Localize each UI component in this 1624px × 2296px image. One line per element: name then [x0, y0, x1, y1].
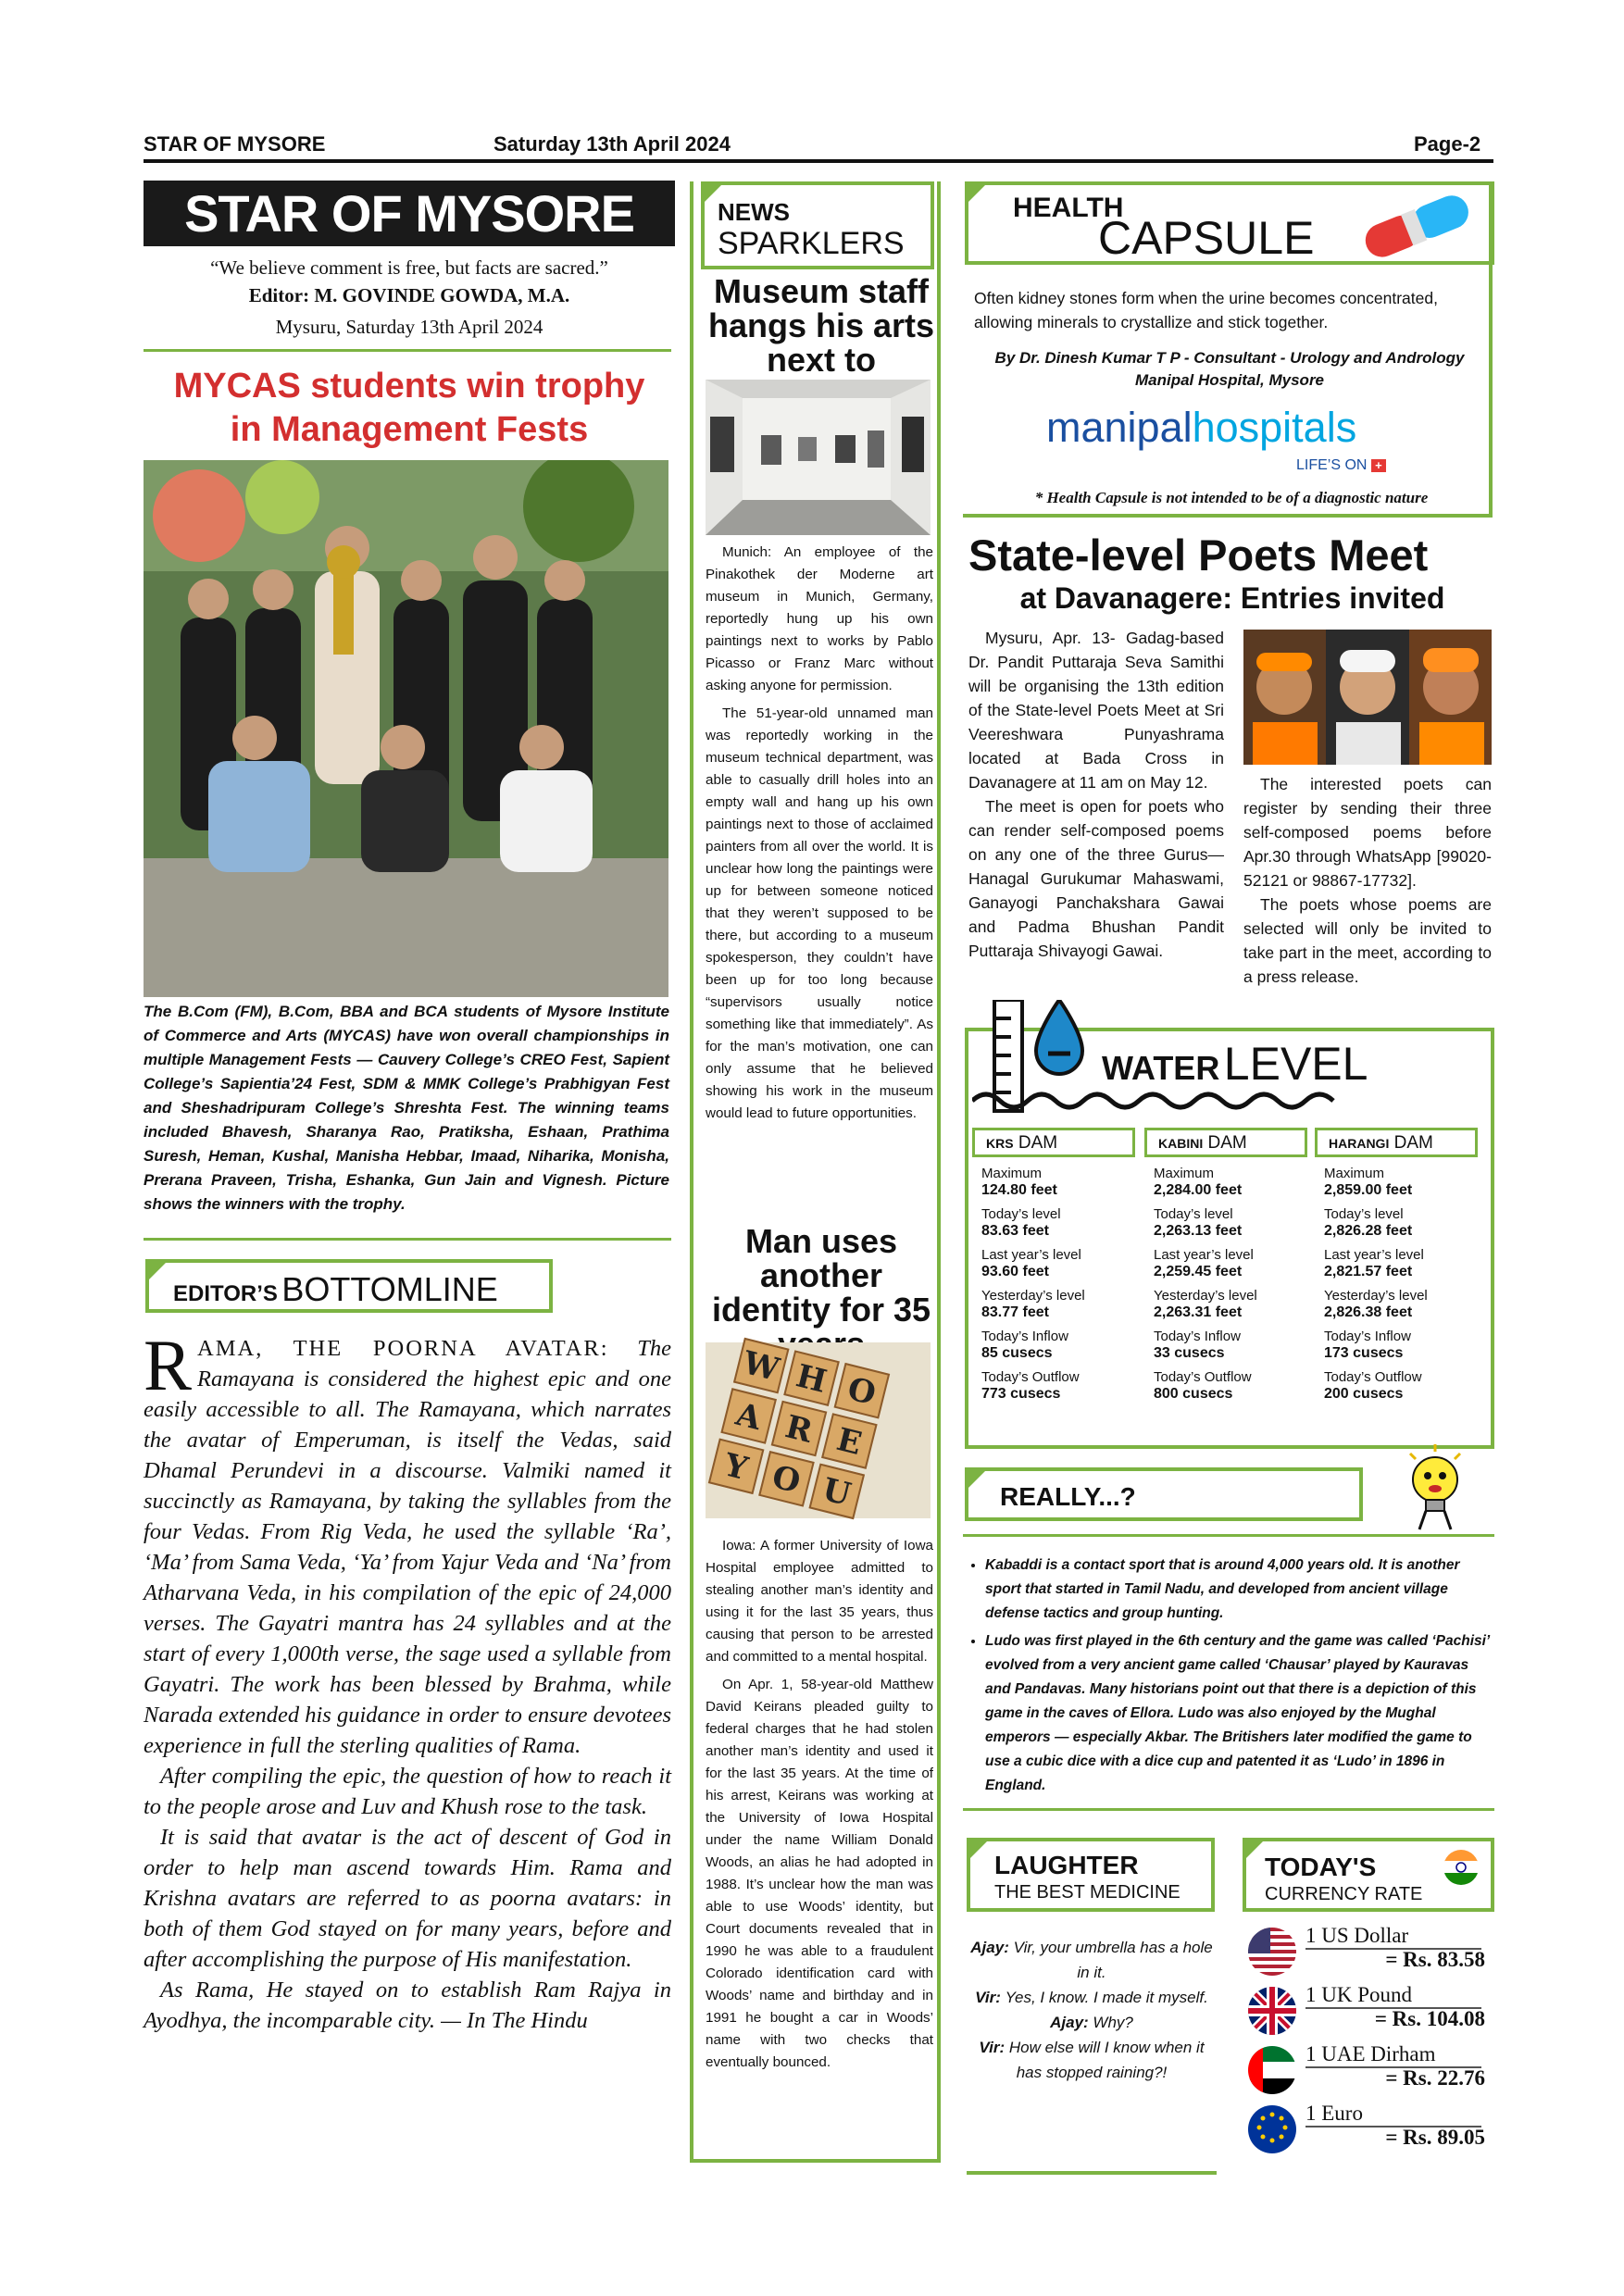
label-corner-tab: [1243, 1838, 1267, 1862]
dam-reading-value: 173 cusecs: [1324, 1345, 1404, 1361]
water-label: LEVEL: [1223, 1038, 1368, 1090]
currency-rate-row: [1248, 1983, 1489, 2042]
editor-bottomline-label-box: [145, 1259, 553, 1313]
dam-reading-label: Maximum: [1324, 1166, 1385, 1181]
dam-reading-label: Today’s Inflow: [981, 1329, 1068, 1344]
dam-reading-value: 2,259.45 feet: [1154, 1264, 1243, 1279]
label-corner-tab: [965, 1467, 989, 1491]
dam-reading-value: 2,826.28 feet: [1324, 1223, 1413, 1239]
currency-name: 1 UAE Dirham: [1305, 2042, 1436, 2065]
mycas-headline-line1: MYCAS students win trophy: [173, 367, 645, 406]
scrabble-tiles-photo: [706, 1342, 931, 1518]
joke-line: [970, 2035, 1213, 2085]
logo-part-2: hospitals: [1192, 404, 1357, 451]
dam-reading: [1144, 1329, 1307, 1361]
dam-reading: [1144, 1248, 1307, 1279]
really-fact-2: • Ludo was first played in the 6th century and the game was called ‘Pachisi’ evolved from a very ancient game called ‘Chausar’ played by Kauravas and Pandavas. Many historians point out that there is a depiction of this game in the caves of Ellora. Ludo was also enjoyed by the Mughal emperors — especially Akbar. The Britishers later modified the game to use a cubic dice with a dice cup and patented it as ‘Ludo’ in 1896 in England.: [985, 1629, 1493, 1798]
editor-paragraph-4: As Rama, He stayed on to establish Ram Rajya in Ayodhya, the incomparable city. — In The Hindu: [144, 1978, 671, 2033]
health-byline-line1: By Dr. Dinesh Kumar T P - Consultant - Urology and Andrology: [994, 349, 1465, 367]
dam-reading: [1315, 1207, 1478, 1239]
really-facts-list: [963, 1554, 1493, 1802]
identity-paragraph-1: Iowa: A former University of Iowa Hospital employee admitted to stealing another man’s identity and using it for the last 35 years, thus causing that person to be arrested and committed to a mental hospital.: [706, 1538, 933, 1665]
scrabble-tile: E: [821, 1413, 878, 1469]
poets-text-right: [1243, 772, 1492, 989]
header-date: Saturday 13th April 2024: [493, 132, 731, 156]
health-label-bold: HEALTH: [1013, 193, 1124, 223]
manipal-hospitals-logo: [1046, 404, 1417, 452]
dam-reading-label: Last year’s level: [1324, 1247, 1424, 1263]
dam-reading-value: 200 cusecs: [1324, 1386, 1404, 1402]
dam-column-krs: [972, 1128, 1135, 1402]
us-flag-icon: [1248, 1928, 1296, 1976]
water-waves-icon: [972, 1088, 1343, 1114]
masthead-motto: “We believe comment is free, but facts are sacred.”: [210, 256, 608, 279]
dam-reading-label: Yesterday’s level: [1154, 1288, 1257, 1304]
museum-gallery-photo: [706, 380, 931, 535]
health-label: CAPSULE: [1098, 212, 1315, 264]
joke-speaker: Ajay:: [970, 1939, 1014, 1956]
dam-reading: [972, 1207, 1135, 1239]
manipal-tagline: [1296, 457, 1386, 474]
dam-reading-label: Last year’s level: [1154, 1247, 1254, 1263]
currency-value: = Rs. 89.05: [1385, 2126, 1485, 2149]
dam-reading: [972, 1289, 1135, 1320]
dam-reading-value: 2,826.38 feet: [1324, 1304, 1413, 1320]
dam-column-kabini: [1144, 1128, 1307, 1402]
poets-headline: State-level Poets Meet: [968, 530, 1429, 580]
dam-name-label: [1144, 1128, 1307, 1157]
editor-paragraph-1: The Ramayana is considered the highest epic and one easily accessible to all. The Ramayana, which narrates the avatar of Emperuman, is itself the Vedas, said Dhamal Perundevi in a discourse. Valmiki named it succinctly as Ramayana, by taking the syllables from the four Vedas. From Rig Veda, he used the syllable ‘Ra’, ‘Ma’ from Sama Veda, ‘Ya’ from Yajur Veda and ‘Na’ from Atharvana Veda, in his compilation of the epic of 24,000 verses. The Gayatri mantra has 24 syllables and at the start of every 1,000th verse, the sage used a syllable from Gayatri. The work has been blessed by Brahma, while Narada extended his guidance in order to ensure devotees experience in full the sterling qualities of Rama.: [144, 1336, 671, 1758]
scrabble-tile: R: [771, 1401, 828, 1457]
really-label: REALLY...?: [1000, 1482, 1136, 1511]
dam-reading-label: Yesterday’s level: [1324, 1288, 1428, 1304]
dam-reading: [1315, 1289, 1478, 1320]
lightbulb-cartoon-icon: [1403, 1444, 1468, 1532]
scrabble-tile: W: [733, 1338, 790, 1394]
joke-text: Yes, I know. I made it myself.: [1005, 1989, 1208, 2006]
dam-reading: [1144, 1289, 1307, 1320]
masthead-dateline: Mysuru, Saturday 13th April 2024: [275, 316, 543, 338]
dam-name: KRS: [986, 1136, 1014, 1151]
identity-story-body: [706, 1535, 933, 2079]
dam-column-harangi: [1315, 1128, 1478, 1402]
currency-name: 1 US Dollar: [1305, 1924, 1409, 1947]
dam-reading-label: Today’s level: [1154, 1206, 1233, 1222]
scrabble-tile-grid: [708, 1338, 890, 1519]
poets-paragraph-3: The interested poets can register by sending their three self-composed poems before Apr.30 through WhatsApp [99020-52121 or 98867-17732].: [1243, 775, 1492, 890]
dam-reading: [1315, 1329, 1478, 1361]
currency-rate-row: [1248, 2102, 1489, 2161]
dam-name: KABINI: [1158, 1136, 1204, 1151]
dam-reading-label: Today’s level: [1324, 1206, 1404, 1222]
dam-reading: [972, 1329, 1135, 1361]
joke-text: Why?: [1093, 2014, 1133, 2031]
poets-subheadline: at Davanagere: Entries invited: [1019, 581, 1445, 615]
dam-reading-value: 2,859.00 feet: [1324, 1182, 1413, 1198]
museum-story-body: [706, 542, 933, 1130]
news-label-bold: NEWS: [718, 198, 790, 226]
logo-tagline-text: LIFE’S ON: [1296, 457, 1368, 473]
water-label-bold: WATER: [1102, 1049, 1220, 1087]
scrabble-tile: O: [758, 1451, 815, 1507]
editor-paragraph-2: After compiling the epic, the question of how to reach it to the people arose and Luv and Khush rose to the task.: [144, 1764, 671, 1819]
dam-reading: [1144, 1207, 1307, 1239]
dam-reading: [1315, 1370, 1478, 1402]
joke-text: Vir, your umbrella has a hole in it.: [1013, 1939, 1213, 1981]
editor-bottomline-article: [144, 1325, 671, 2036]
health-byline: [970, 347, 1489, 392]
really-top-rule: [963, 1534, 1494, 1537]
dam-reading: [972, 1248, 1135, 1279]
laughter-label-box: [967, 1838, 1215, 1912]
editor-label-bold: EDITOR’S: [173, 1281, 278, 1306]
scrabble-tile: U: [808, 1464, 865, 1520]
currency-rate-row: [1248, 1924, 1489, 1983]
eu-flag-icon: [1248, 2105, 1296, 2153]
joke-speaker: Ajay:: [1050, 2014, 1093, 2031]
laughter-joke: [970, 1935, 1213, 2085]
poets-paragraph-4: The poets whose poems are selected will only be invited to take part in the meet, according to a press release.: [1243, 895, 1492, 986]
museum-paragraph-1: Munich: An employee of the Pinakothek der Moderne art museum in Munich, Germany, reportedly hung up his own paintings next to works by Pablo Picasso or Franz Marc without asking anyone for permission.: [706, 544, 933, 693]
water-level-label: [1102, 1037, 1368, 1091]
dam-reading-value: 124.80 feet: [981, 1182, 1057, 1198]
logo-part-1: manipal: [1046, 404, 1193, 451]
currency-rate-row: [1248, 2042, 1489, 2102]
caption-rule: [144, 1238, 671, 1241]
india-flag-icon: [1443, 1849, 1480, 1886]
dam-name-label: [972, 1128, 1135, 1157]
scrabble-tile: O: [834, 1363, 891, 1419]
currency-label-box: [1243, 1838, 1494, 1912]
joke-line: [970, 2010, 1213, 2035]
uk-flag-icon: [1248, 1987, 1296, 2035]
header-paper-name: STAR OF MYSORE: [144, 132, 326, 156]
dam-reading-value: 2,263.13 feet: [1154, 1223, 1243, 1239]
masthead-title: STAR OF MYSORE: [144, 181, 675, 246]
laughter-label: THE BEST MEDICINE: [994, 1882, 1181, 1903]
header-page-number: Page-2: [1414, 132, 1481, 156]
dam-reading-value: 83.63 feet: [981, 1223, 1049, 1239]
dam-name: HARANGI: [1329, 1136, 1390, 1151]
dam-reading-label: Today’s Outflow: [1154, 1369, 1252, 1385]
middle-column-left-rule: [690, 181, 693, 2163]
currency-value: = Rs. 104.08: [1374, 2007, 1485, 2030]
dam-reading-value: 773 cusecs: [981, 1386, 1061, 1402]
health-capsule-text: Often kidney stones form when the urine becomes concentrated, allowing minerals to crystallize and stick together.: [974, 289, 1438, 331]
identity-paragraph-2: On Apr. 1, 58-year-old Matthew David Keirans pleaded guilty to federal charges that he had stolen another man’s identity and used it for the last 35 years. At the time of his arrest, Keirans was working at the University of Iowa Hospital under the name William Donald Woods, an alias he had adopted in 1988. It’s unclear how the man was able to use Woods’ identity, but Court documents revealed that in 1990 he was able to a fraudulent Colorado identification card with Woods’ name and birthday and in 1991 he bought a car in Woods’ name with two checks that eventually bounced.: [706, 1677, 933, 2070]
dam-reading-value: 2,263.31 feet: [1154, 1304, 1243, 1320]
header-rule: [144, 159, 1493, 163]
dam-suffix: DAM: [1203, 1133, 1247, 1153]
dam-reading: [1144, 1167, 1307, 1198]
dam-reading-value: 2,821.57 feet: [1324, 1264, 1413, 1279]
museum-paragraph-2: The 51-year-old unnamed man was reportedly working in the museum technical department, was able to casually drill holes into an empty wall and hang up his own paintings next to those of acclaimed painters from all over the world. It is unclear how long the paintings were up for between someone noticed that they weren’t supposed to be there, but according to a museum spokesperson, they couldn’t have been up for too long because “supervisors usually notice something like that immediately”. As for the man’s motivation, one can only assume that he believed showing his work in the museum would lead to future opportunities.: [706, 705, 933, 1121]
dam-reading: [1315, 1167, 1478, 1198]
currency-value: = Rs. 22.76: [1385, 2066, 1485, 2090]
news-sparklers-label-box: [701, 181, 934, 269]
editor-kicker: AMA, THE POORNA AVATAR:: [197, 1336, 609, 1361]
uae-flag-icon: [1248, 2046, 1296, 2094]
dam-reading-value: 85 cusecs: [981, 1345, 1053, 1361]
currency-label-bold: TODAY'S: [1265, 1853, 1377, 1881]
scrabble-tile: A: [720, 1388, 777, 1444]
health-disclaimer: * Health Capsule is not intended to be of a diagnostic nature: [1034, 489, 1429, 506]
dam-name-label: [1315, 1128, 1478, 1157]
dam-reading-value: 2,284.00 feet: [1154, 1182, 1243, 1198]
label-corner-tab: [965, 181, 989, 206]
mycas-students-photo: [144, 460, 668, 997]
editor-paragraph-3: It is said that avatar is the act of descent of God in order to help man ascend towards Him. Rama and Krishna avatars are referred to as poorna avatars: in both of them God stayed on for many years, before and after accomplishing the purpose of His manifestation.: [144, 1825, 671, 1972]
label-corner-tab: [145, 1259, 169, 1283]
health-byline-line2: Manipal Hospital, Mysore: [1134, 371, 1325, 389]
mycas-headline-line2: in Management Fests: [230, 410, 589, 449]
poets-text-left: [968, 626, 1224, 963]
dam-reading: [1144, 1370, 1307, 1402]
news-label: SPARKLERS: [718, 226, 905, 261]
dam-reading-label: Today’s Inflow: [1324, 1329, 1411, 1344]
poets-paragraph-1: Mysuru, Apr. 13- Gadag-based Dr. Pandit Puttaraja Seva Samithi will be organising the 13th edition of the State-level Poets Meet at Sri Veereshwara Punyashrama located at Bada Cross in Davanagere at 11 am on May 12.: [968, 629, 1224, 792]
identity-headline: Man uses another identity for 35: [711, 1222, 931, 1329]
laughter-bottom-rule: [967, 2171, 1217, 2175]
laughter-label-bold: LAUGHTER: [994, 1851, 1139, 1879]
three-gurus-portrait: [1243, 630, 1492, 765]
masthead-rule: [144, 349, 671, 352]
label-corner-tab: [967, 1838, 991, 1862]
plus-cross-icon: +: [1371, 459, 1386, 472]
really-fact-1: • Kabaddi is a contact sport that is around 4,000 years old. It is another sport that started in Tamil Nadu, and developed from ancient village defense tactics and group hunting.: [985, 1554, 1493, 1626]
editor-label: BOTTOMLINE: [281, 1270, 498, 1308]
dam-reading-value: 93.60 feet: [981, 1264, 1049, 1279]
dam-reading-label: Today’s Outflow: [1324, 1369, 1422, 1385]
joke-speaker: Vir:: [975, 1989, 1006, 2006]
museum-headline: Museum staff hangs his arts next to: [707, 272, 935, 379]
dropcap: R: [144, 1325, 193, 1405]
health-capsule-label-box: [965, 181, 1494, 265]
dam-reading-label: Last year’s level: [981, 1247, 1081, 1263]
dam-suffix: DAM: [1013, 1133, 1058, 1153]
dam-reading: [1315, 1248, 1478, 1279]
middle-column-right-rule: [937, 181, 941, 2163]
currency-value: = Rs. 83.58: [1385, 1948, 1485, 1971]
capsule-pill-icon: [1348, 187, 1487, 261]
currency-name: 1 Euro: [1305, 2102, 1363, 2125]
dam-reading-value: 83.77 feet: [981, 1304, 1049, 1320]
mycas-headline: [144, 365, 675, 452]
currency-name: 1 UK Pound: [1305, 1983, 1413, 2006]
joke-speaker: Vir:: [979, 2039, 1009, 2056]
dam-suffix: DAM: [1389, 1133, 1433, 1153]
joke-line: [970, 1985, 1213, 2010]
currency-label: CURRENCY RATE: [1265, 1884, 1423, 1904]
dam-reading-value: 800 cusecs: [1154, 1386, 1233, 1402]
dam-reading-label: Yesterday’s level: [981, 1288, 1085, 1304]
dam-reading-label: Today’s level: [981, 1206, 1061, 1222]
poets-paragraph-2: The meet is open for poets who can render self-composed poems on any one of the three Gurus— Hanagal Gurukumar Mahaswami, Ganayogi Panchakshara Gawai and Padma Bhushan Pandit Puttaraja Shivayogi Gawai.: [968, 797, 1224, 960]
masthead-editor: Editor: M. GOVINDE GOWDA, M.A.: [248, 284, 570, 306]
dam-reading: [972, 1167, 1135, 1198]
really-label-box: [965, 1467, 1363, 1521]
dam-reading-label: Maximum: [981, 1166, 1043, 1181]
dam-reading-label: Maximum: [1154, 1166, 1215, 1181]
dam-reading-value: 33 cusecs: [1154, 1345, 1225, 1361]
dam-reading: [972, 1370, 1135, 1402]
middle-column-bottom-rule: [690, 2159, 941, 2163]
dam-reading-label: Today’s Inflow: [1154, 1329, 1241, 1344]
really-bottom-rule: [963, 1808, 1494, 1811]
scrabble-tile: Y: [708, 1438, 765, 1494]
joke-line: [970, 1935, 1213, 1985]
mycas-photo-caption: The B.Com (FM), B.Com, BBA and BCA students of Mysore Institute of Commerce and Arts (MYCAS) have won overall championships in multiple Management Fests — Cauvery College’s CREO Fest, Sapient College’s Sapientia’24 Fest, SDM & MMK College’s Prabhigyan Fest and Sheshadripuram College’s Shreshta Fest. The winning teams included Bhavesh, Sharanya Rao, Pratiksha, Eshaan, Prathima Suresh, Heman, Kushal, Manisha Hebbar, Imaad, Niharika, Monisha, Prerana Praveen, Trisha, Eshanka, Gun Jain and Vignesh. Picture shows the winners with the trophy.: [144, 1003, 669, 1213]
joke-text: How else will I know when it has stopped raining?!: [1008, 2039, 1205, 2081]
dam-reading-label: Today’s Outflow: [981, 1369, 1080, 1385]
scrabble-tile: H: [783, 1350, 840, 1406]
